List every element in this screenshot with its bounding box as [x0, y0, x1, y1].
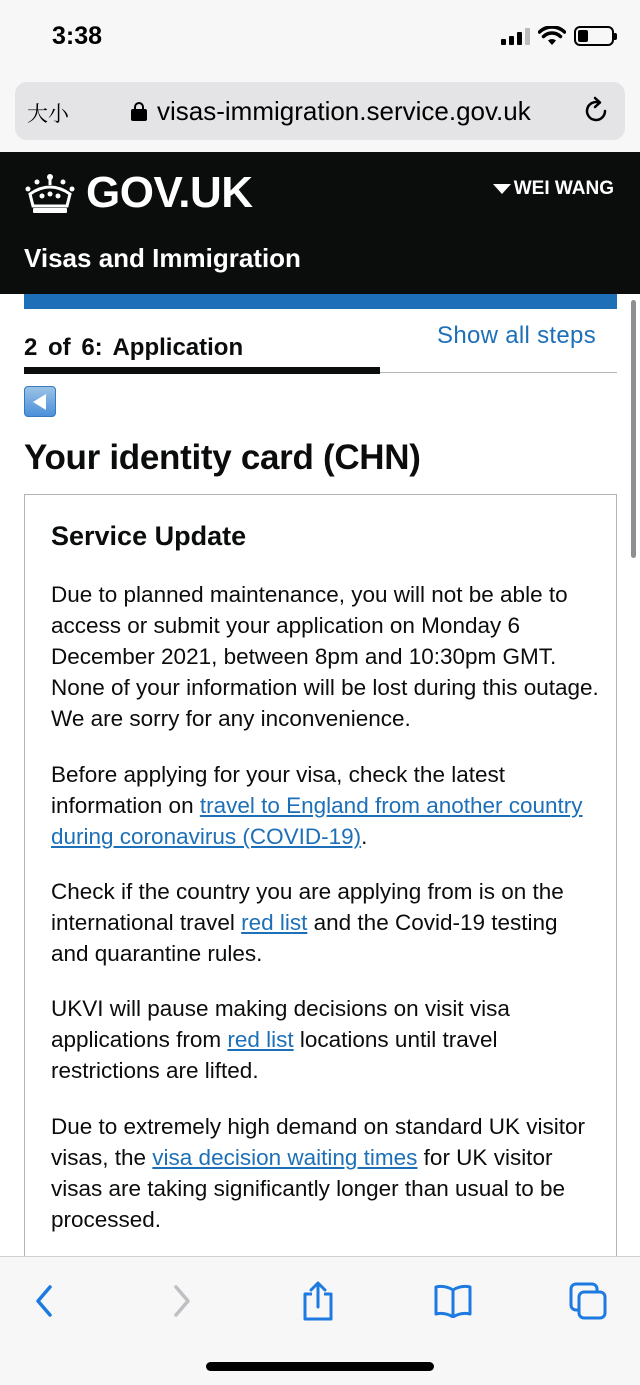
caret-down-icon: [493, 184, 511, 194]
show-all-steps-link[interactable]: Show all steps: [437, 322, 596, 349]
gov-uk-logo[interactable]: GOV.UK: [86, 168, 253, 217]
home-indicator: [206, 1362, 434, 1371]
browser-address-area: [0, 76, 640, 152]
page-title: Your identity card (CHN): [24, 438, 421, 477]
back-icon[interactable]: [22, 1279, 66, 1323]
service-update-panel: [24, 494, 617, 1294]
bookmarks-icon[interactable]: [431, 1279, 475, 1323]
gov-header: [0, 152, 640, 294]
update-paragraph-maintenance: Due to planned maintenance, you will not be able to access or submit your application on Monday 6 December 2021, between 8pm and 10:30pm GMT. None of your information will be lost during this outage. We are sorry for any inconvenience.: [51, 582, 599, 731]
progress-fill: [24, 367, 380, 374]
url-text[interactable]: visas-immigration.service.gov.uk: [157, 96, 531, 126]
update-paragraph-covid: Before applying for your visa, check the latest information on travel to England from another country during coronavirus (COVID-19).: [51, 762, 583, 849]
scroll-indicator[interactable]: [631, 300, 636, 558]
tabs-icon[interactable]: [566, 1279, 610, 1323]
brand-bar: [24, 294, 617, 309]
back-button[interactable]: [24, 386, 56, 417]
update-paragraph-red-list: Check if the country you are applying from is on the international travel red list and the Covid-19 testing and quarantine rules.: [51, 879, 564, 966]
lock-icon: [131, 102, 147, 120]
service-name[interactable]: Visas and Immigration: [24, 243, 301, 273]
text-size-button[interactable]: 大小: [27, 102, 69, 126]
forward-icon[interactable]: [160, 1279, 204, 1323]
reload-icon[interactable]: [581, 96, 611, 126]
status-icons: [501, 26, 614, 46]
cellular-signal-icon: [501, 27, 530, 45]
address-bar[interactable]: [15, 82, 625, 140]
status-time: 3:38: [52, 22, 103, 50]
red-list-link[interactable]: red list: [241, 910, 308, 935]
user-menu[interactable]: [493, 178, 614, 200]
battery-icon: [574, 26, 614, 46]
status-bar: [0, 0, 640, 76]
user-name[interactable]: WEI WANG: [513, 178, 614, 199]
wifi-icon: [538, 26, 566, 46]
service-update-title: Service Update: [51, 521, 247, 551]
update-paragraph-demand: Due to extremely high demand on standard UK visitor visas, the visa decision waiting times for UK visitor visas are taking significantly longer than usual to be processed.: [51, 1114, 586, 1232]
covid-travel-link[interactable]: travel to England from another country during coronavirus (COVID-19): [51, 793, 583, 849]
step-label: 2 of 6: Application: [24, 334, 244, 361]
visa-waiting-times-link[interactable]: visa decision waiting times: [152, 1145, 418, 1170]
red-list-link-2[interactable]: red list: [227, 1027, 294, 1052]
share-icon[interactable]: [296, 1279, 340, 1323]
update-paragraph-ukvi-pause: UKVI will pause making decisions on visit visa applications from red list locations until travel restrictions are lifted.: [51, 996, 510, 1083]
crown-logo-icon[interactable]: [24, 172, 76, 216]
